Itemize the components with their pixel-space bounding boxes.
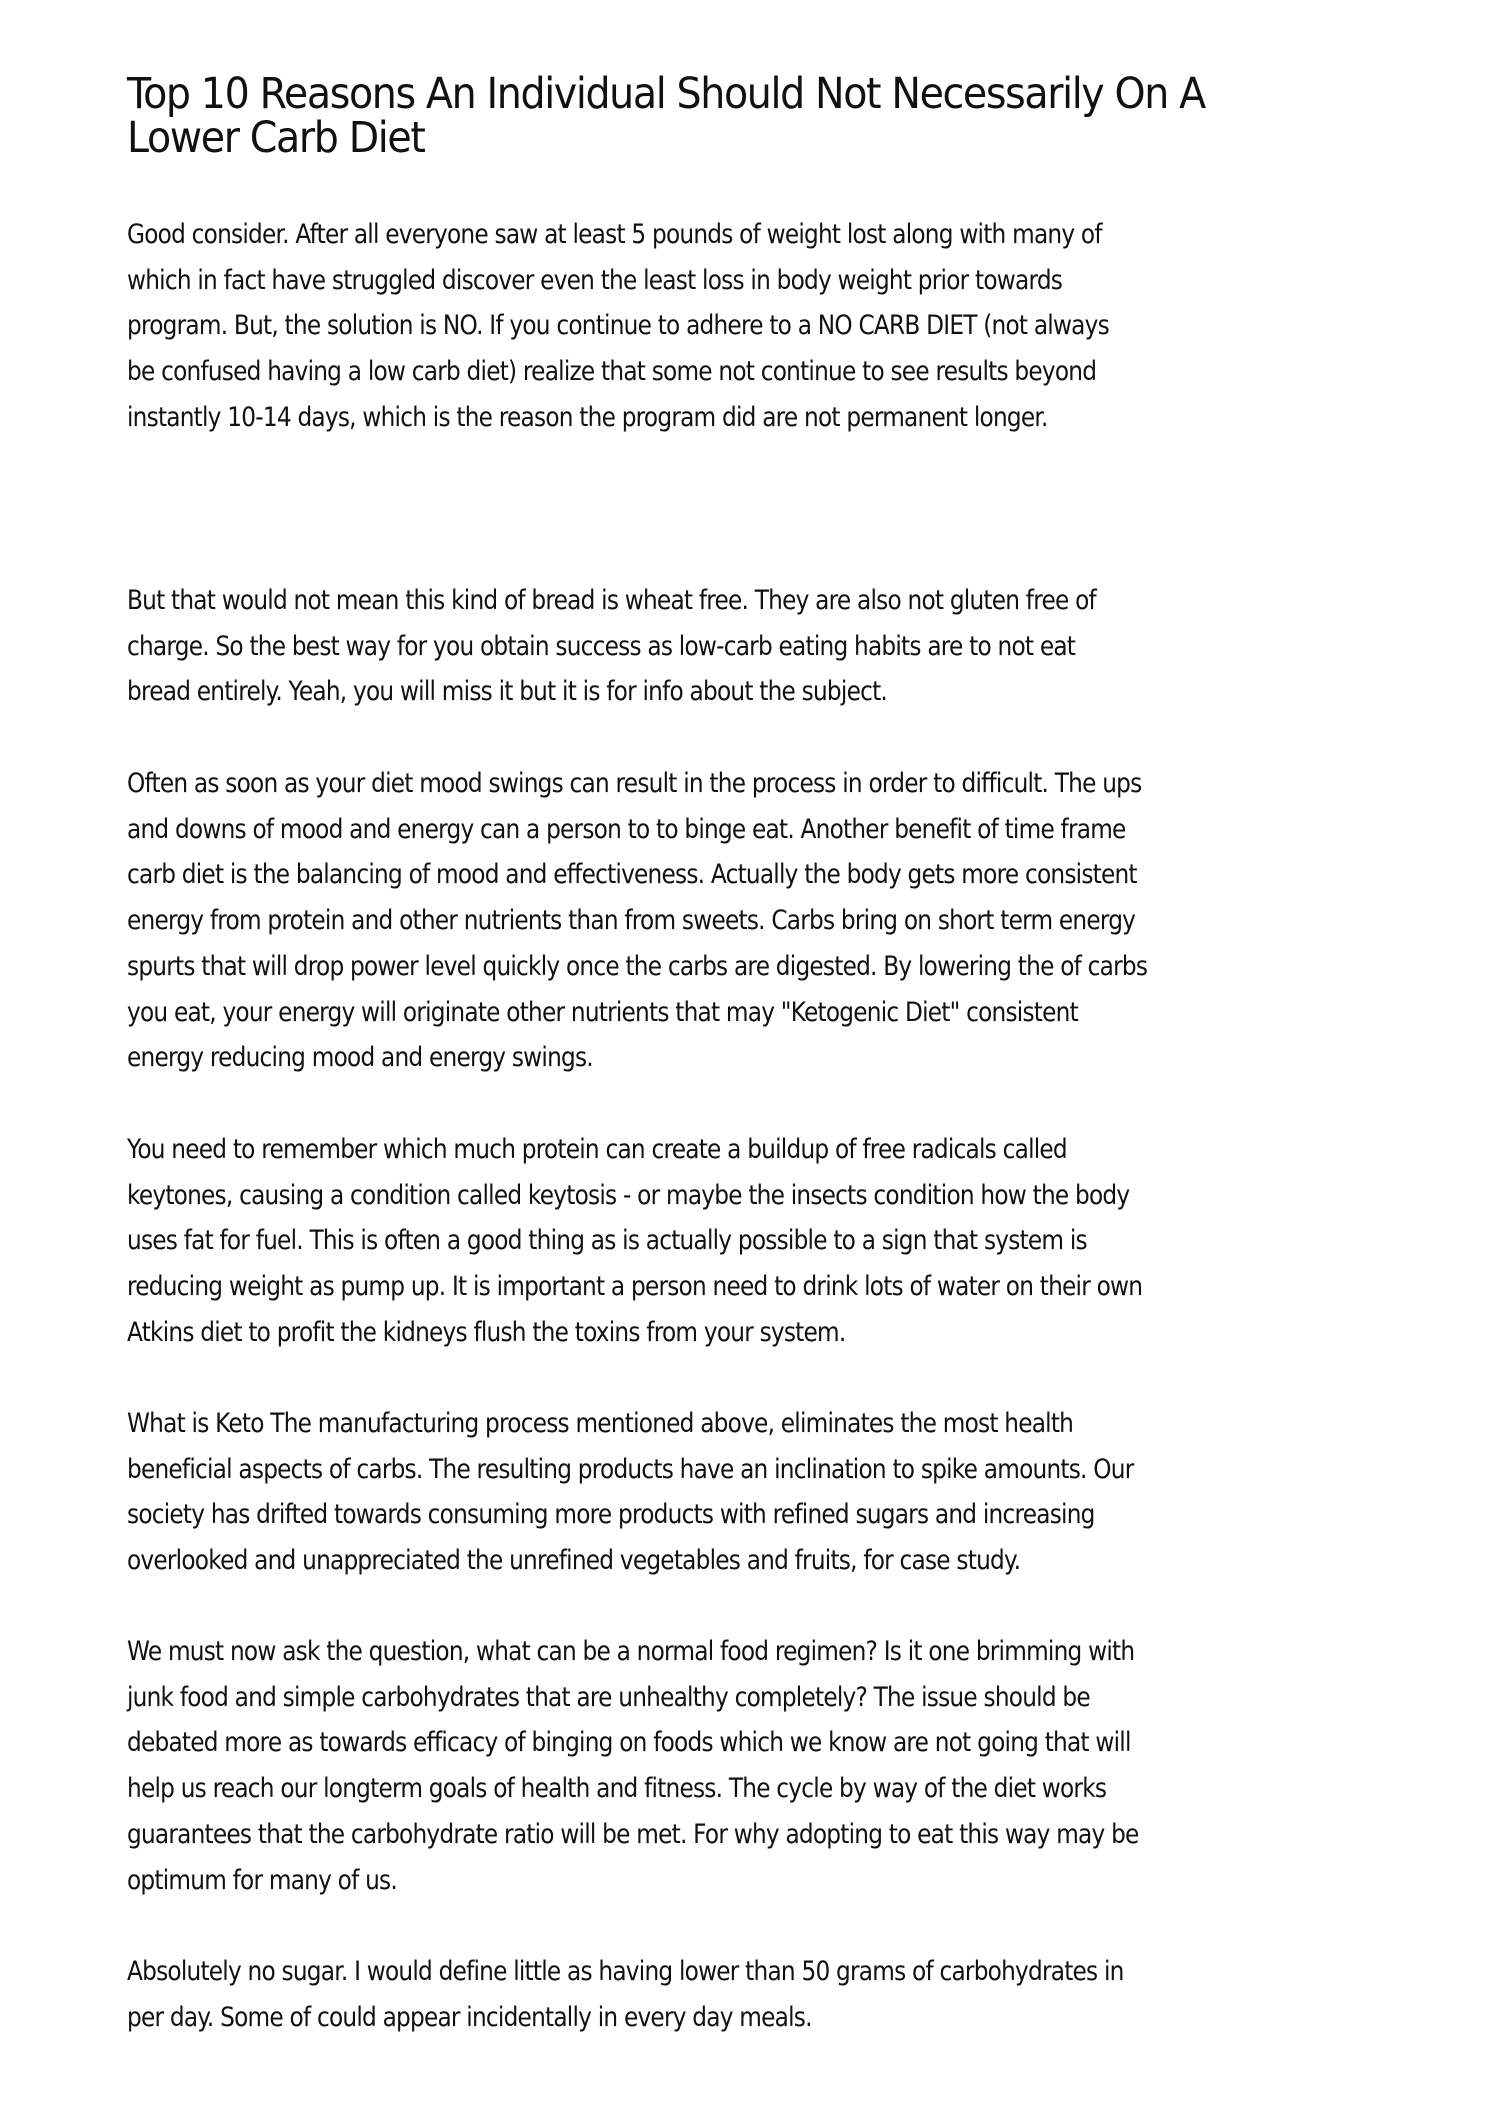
paragraph (127, 1629, 1427, 1903)
paragraph-line: Absolutely no sugar. I would define little as having lower than 50 grams of carbohydrates in (127, 1956, 1124, 1987)
paragraph-line: What is Keto The manufacturing process mentioned above, eliminates the most health (127, 1408, 1074, 1439)
paragraph-line: charge. So the best way for you obtain success as low-carb eating habits are to not eat (127, 630, 1076, 662)
paragraph-line: We must now ask the question, what can be a normal food regimen? Is it one brimming with (127, 1636, 1135, 1667)
paragraph-line: You need to remember which much protein can create a buildup of free radicals called (127, 1134, 1067, 1165)
title-line: Top 10 Reasons An Individual Should Not Necessarily On A (127, 69, 1205, 119)
paragraph-line: energy reducing mood and energy swings. (127, 1042, 593, 1074)
paragraph-line: energy from protein and other nutrients than from sweets. Carbs bring on short term energy (127, 905, 1136, 937)
paragraph-line: beneficial aspects of carbs. The resulting products have an inclination to spike amounts. Our (127, 1453, 1134, 1485)
paragraph-line: which in fact have struggled discover even the least loss in body weight prior towards (127, 264, 1063, 296)
paragraph-line: bread entirely. Yeah, you will miss it but it is for info about the subject. (127, 676, 888, 708)
page-title (127, 69, 1427, 163)
paragraph-line: uses fat for fuel. This is often a good thing as is actually possible to a sign that system is (127, 1225, 1087, 1257)
paragraph (127, 1401, 1427, 1584)
paragraph-line: overlooked and unappreciated the unrefined vegetables and fruits, for case study. (127, 1545, 1021, 1577)
title-line: Lower Carb Diet (127, 113, 425, 163)
paragraph-line: guarantees that the carbohydrate ratio will be met. For why adopting to eat this way may be (127, 1818, 1139, 1850)
paragraph-line: junk food and simple carbohydrates that are unhealthy completely? The issue should be (127, 1681, 1090, 1713)
paragraph (127, 761, 1427, 1081)
paragraph-line: debated more as towards efficacy of binging on foods which we know are not going that will (127, 1727, 1131, 1759)
paragraph-line: and downs of mood and energy can a person to to binge eat. Another benefit of time frame (127, 813, 1126, 845)
paragraph (127, 1949, 1427, 2040)
paragraph-line: Atkins diet to profit the kidneys flush the toxins from your system. (127, 1316, 846, 1348)
paragraph-line: society has drifted towards consuming more products with refined sugars and increasing (127, 1499, 1095, 1531)
paragraph-line: Often as soon as your diet mood swings can result in the process in order to difficult. The ups (127, 768, 1142, 799)
paragraph (127, 212, 1427, 441)
paragraph (127, 578, 1427, 715)
paragraph-line: help us reach our longterm goals of health and fitness. The cycle by way of the diet works (127, 1773, 1107, 1805)
paragraph-line: instantly 10-14 days, which is the reason the program did are not permanent longer. (127, 401, 1048, 433)
paragraph-line: optimum for many of us. (127, 1864, 397, 1896)
paragraph-line: carb diet is the balancing of mood and effectiveness. Actually the body gets more consistent (127, 859, 1137, 891)
paragraph-line: reducing weight as pump up. It is important a person need to drink lots of water on their own (127, 1271, 1143, 1303)
paragraph-line: keytones, causing a condition called keytosis - or maybe the insects condition how the body (127, 1179, 1130, 1211)
paragraph-line: program. But, the solution is NO. If you continue to adhere to a NO CARB DIET (not always (127, 310, 1109, 342)
paragraph-line: you eat, your energy will originate other nutrients that may "Ketogenic Diet" consistent (127, 996, 1078, 1028)
paragraph-line: per day. Some of could appear incidentally in every day meals. (127, 2001, 812, 2033)
paragraph (127, 1127, 1427, 1356)
paragraph-line: be confused having a low carb diet) realize that some not continue to see results beyond (127, 356, 1097, 388)
paragraph-line: spurts that will drop power level quickly once the carbs are digested. By lowering the of carbs (127, 950, 1148, 982)
paragraph-line: But that would not mean this kind of bread is wheat free. They are also not gluten free of (127, 585, 1096, 616)
paragraph-line: Good consider. After all everyone saw at least 5 pounds of weight lost along with many of (127, 219, 1102, 250)
